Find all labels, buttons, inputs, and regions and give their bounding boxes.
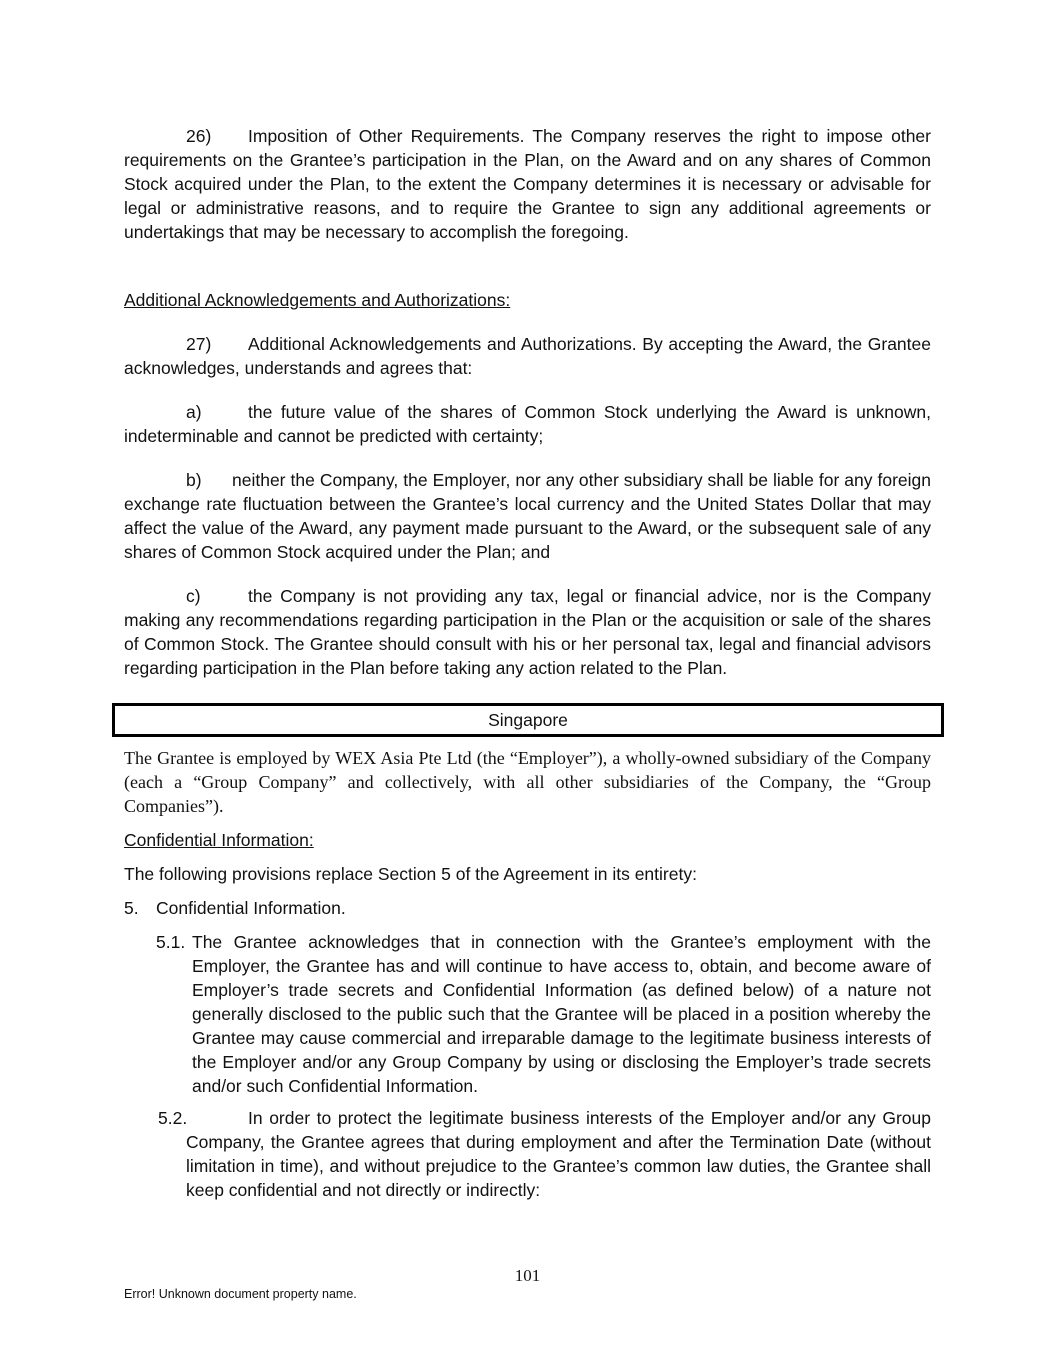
section-5-number: 5. xyxy=(124,898,139,918)
section-27-number: 27) xyxy=(186,334,212,354)
item-c-paragraph xyxy=(124,584,931,680)
replace-section-paragraph: The following provisions replace Section 5 of the Agreement in its entirety: xyxy=(124,864,697,884)
section-5-title: Confidential Information. xyxy=(156,898,346,918)
item-c-text: the Company is not providing any tax, legal or financial advice, nor is the Company making any recommendations regarding participation in the Plan or the acquisition or sale of the shares of Common Stock. The Grantee should consult with his or her personal tax, legal and financial advisors regarding participation in the Plan before taking any action related to the Plan. xyxy=(124,586,931,678)
item-b-text: neither the Company, the Employer, nor any other subsidiary shall be liable for any foreign exchange rate fluctuation between the Grantee’s local currency and the United States Dollar that may affect the value of the Award, any payment made pursuant to the Award, or the subsequent sale of any shares of Common Stock acquired under the Plan; and xyxy=(124,470,931,562)
section-5-1-number: 5.1. xyxy=(156,932,186,952)
section-5-2-paragraph xyxy=(158,1106,931,1202)
confidential-information-heading: Confidential Information: xyxy=(124,830,314,850)
section-26-text: Imposition of Other Requirements. The Company reserves the right to impose other requirements on the Grantee’s participation in the Plan, on the Award and on any shares of Common Stock acquired under the Plan, to the extent the Company determines it is necessary or advisable for legal or administrative reasons, and to require the Grantee to sign any additional agreements or undertakings that may be necessary to accomplish the foregoing. xyxy=(124,126,931,242)
item-a-text: the future value of the shares of Common Stock underlying the Award is unknown, indeterminable and cannot be predicted with certainty; xyxy=(124,402,931,446)
section-27-text: Additional Acknowledgements and Authorizations. By accepting the Award, the Grantee acknowledges, understands and agrees that: xyxy=(124,334,931,378)
item-c-label: c) xyxy=(186,586,201,606)
item-a-paragraph xyxy=(124,400,931,448)
section-27-paragraph xyxy=(124,332,931,380)
section-26-number: 26) xyxy=(186,126,212,146)
employer-paragraph: The Grantee is employed by WEX Asia Pte Ltd (the “Employer”), a wholly-owned subsidiary of the Company (each a “Group Company” and collectively, with all other subsidiaries of the Company, the “Group Companies”). xyxy=(124,748,931,816)
section-5-2-number: 5.2. xyxy=(158,1108,188,1128)
section-5-2-body xyxy=(158,1106,931,1202)
section-5-1-text: The Grantee acknowledges that in connection with the Grantee’s employment with the Employer, the Grantee has and will continue to have access to, obtain, and become aware of Employer’s trade secrets and Confidential Information (as defined below) of a nature not generally disclosed to the public such that the Grantee will be placed in a position whereby the Grantee may cause commercial and irreparable damage to the legitimate business interests of the Employer and/or any Group Company by using or disclosing the Employer’s trade secrets and/or such Confidential Information. xyxy=(192,932,931,1096)
item-b-paragraph xyxy=(124,468,931,564)
section-26-paragraph xyxy=(124,124,931,244)
item-a-label: a) xyxy=(186,402,202,422)
item-b-label: b) xyxy=(186,470,202,490)
section-5-heading xyxy=(124,896,931,920)
section-5-2-text: In order to protect the legitimate business interests of the Employer and/or any Group Company, the Grantee agrees that during employment and after the Termination Date (without limitation in time), and without prejudice to the Grantee’s common law duties, the Grantee shall keep confidential and not directly or indirectly: xyxy=(186,1108,931,1200)
additional-acknowledgements-heading: Additional Acknowledgements and Authorizations: xyxy=(124,290,511,310)
footer-error-text: Error! Unknown document property name. xyxy=(124,1287,357,1301)
page-number: 101 xyxy=(514,1266,541,1285)
country-header-box: Singapore xyxy=(112,703,944,737)
section-5-1-paragraph xyxy=(156,930,931,1098)
